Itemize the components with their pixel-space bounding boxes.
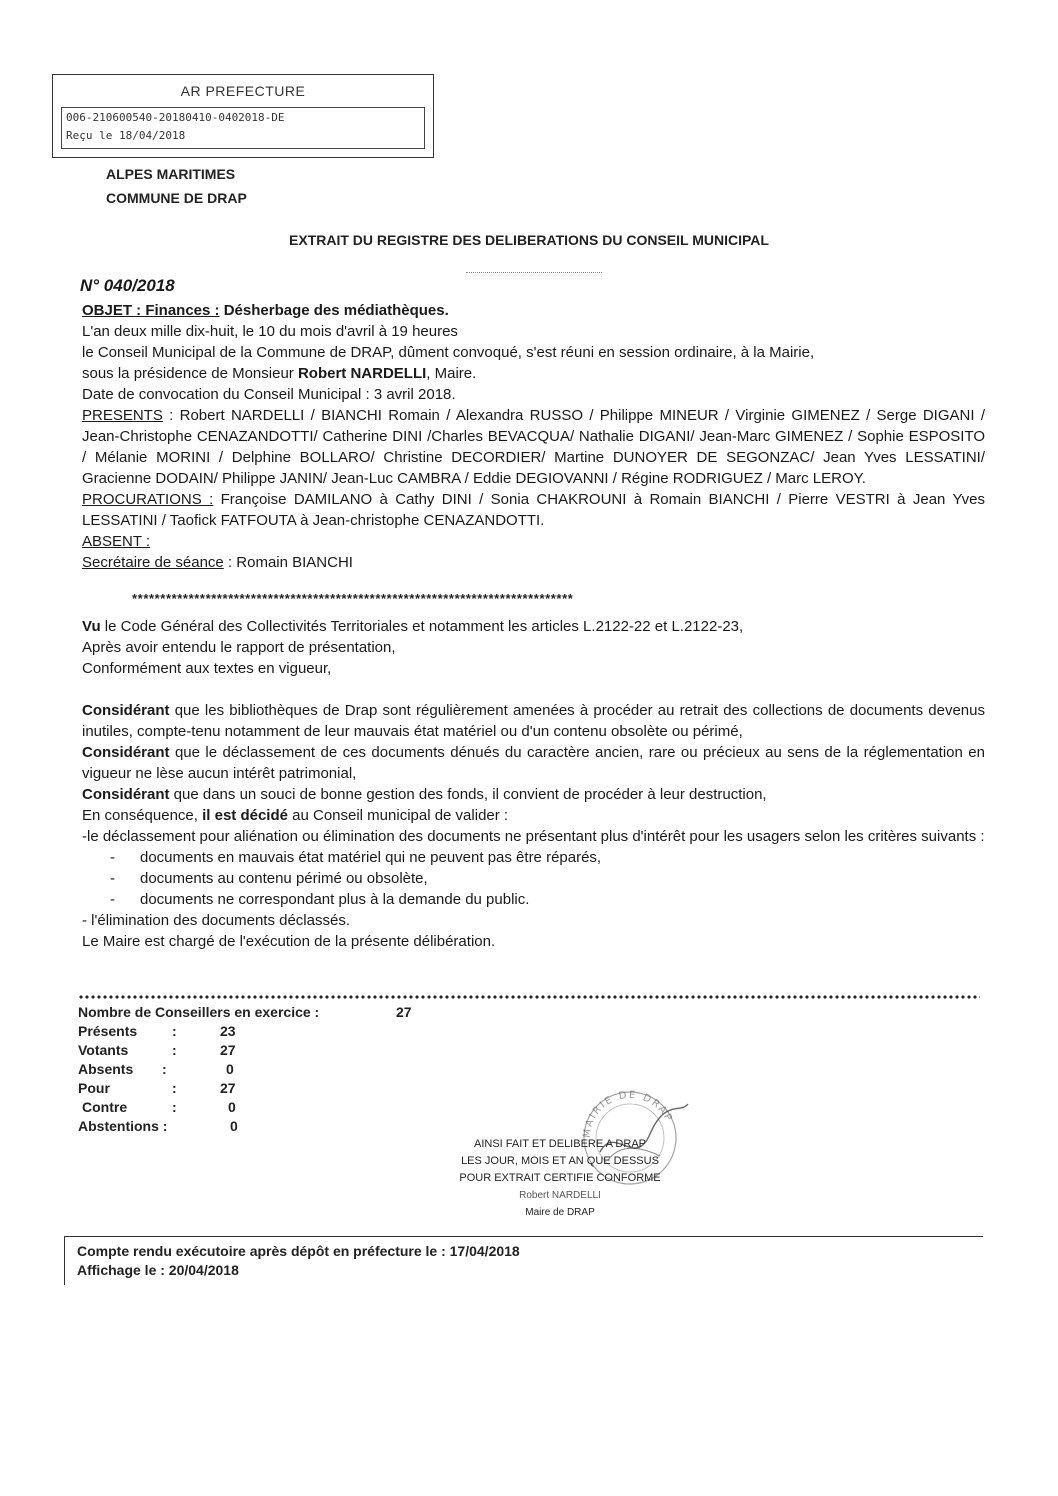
deliberation-considerants — [82, 616, 985, 952]
commune-name: COMMUNE DE DRAP — [106, 190, 247, 206]
stars-separator: ****************************************************************************** — [132, 591, 574, 606]
secretaire-line — [82, 552, 985, 573]
mayor-name: Robert NARDELLI — [297, 365, 427, 382]
considerant-1-bold: Considérant — [82, 702, 170, 719]
list-item — [82, 889, 985, 910]
signature-line-1: AINSI FAIT ET DELIBERE A DRAP — [474, 1138, 646, 1150]
seal-text: MAIRIE DE DRAP — [581, 1089, 675, 1139]
vote-colon: : — [172, 1099, 177, 1115]
affichage-line: Affichage le : 20/04/2018 — [77, 1262, 239, 1278]
signatory-title: Maire de DRAP — [525, 1207, 595, 1218]
criterion-text: documents au contenu périmé ou obsolète, — [140, 870, 428, 887]
vote-label: Abstentions : — [78, 1118, 168, 1134]
procurations-label: PROCURATIONS : — [82, 491, 214, 508]
executoire-line: Compte rendu exécutoire après dépôt en préfecture le : 17/04/2018 — [77, 1243, 520, 1259]
secretaire-label: Secrétaire de séance — [82, 554, 224, 571]
decision-line — [82, 805, 985, 826]
criterion-text: documents ne correspondant plus à la demande du public. — [140, 891, 530, 908]
presents-label: PRESENTS — [82, 407, 163, 424]
procurations-list: Françoise DAMILANO à Cathy DINI / Sonia CHAKROUNI à Romain BIANCHI / Pierre VESTRI à Jean Yves LESSATINI / Taofick FATFOUTA à Jean-christophe CENAZANDOTTI. — [82, 491, 985, 529]
presents-paragraph — [82, 405, 985, 489]
document-title: EXTRAIT DU REGISTRE DES DELIBERATIONS DU CONSEIL MUNICIPAL — [289, 232, 769, 248]
list-item — [82, 847, 985, 868]
rapport-line: Après avoir entendu le rapport de présentation, — [82, 639, 396, 656]
stamp-inner-box — [61, 107, 425, 149]
vote-colon: : — [162, 1061, 167, 1077]
signature-block — [360, 1136, 760, 1221]
considerant-3-bold: Considérant — [82, 786, 170, 803]
considerant-3-text: que dans un souci de bonne gestion des fonds, il convient de procéder à leur destruction, — [169, 786, 767, 803]
vote-label: Contre — [82, 1099, 128, 1115]
signatory-name: Robert NARDELLI — [519, 1190, 601, 1201]
objet-label: OBJET : Finances : — [82, 302, 220, 319]
vote-colon: : — [172, 1023, 177, 1039]
stamp-header: AR PREFECTURE — [180, 83, 306, 99]
department-name: ALPES MARITIMES — [106, 166, 236, 182]
considerant-2-bold: Considérant — [82, 744, 170, 761]
intro-date: L'an deux mille dix-huit, le 10 du mois d'avril à 19 heures — [82, 323, 458, 340]
deliberation-body — [82, 300, 985, 573]
vote-label: Pour — [78, 1080, 110, 1096]
presents-list: : Robert NARDELLI / BIANCHI Romain / Alexandra RUSSO / Philippe MINEUR / Virginie GIMENEZ / Serge DIGANI / Jean-Christophe CENAZANDOTTI/ Catherine DINI /Charles BEVACQUA/ Nathalie DIGANI/ Jean-Marc GIMENEZ / Sophie ESPOSITO / Mélanie MORINI / Delphine BOLLARO/ Christine DECORDIER/ Martine DUNOYER DE SEGONZAC/ Jean Yves LESSATINI/ Gracienne DODAIN/ Philippe JANIN/ Jean-Luc CAMBRA / Eddie DEGIOVANNI / Régine RODRIGUEZ / Marc LEROY. — [82, 407, 985, 487]
vote-value: 27 — [220, 1042, 236, 1058]
bullet-dash: - — [110, 870, 115, 887]
signature-line-2: LES JOUR, MOIS ET AN QUE DESSUS — [461, 1155, 659, 1167]
considerant-1-text: que les bibliothèques de Drap sont régulièrement amenées à procéder au retrait des collections de documents devenus inutiles, compte-tenu notamment de leur mauvais état matériel ou d'un contenu obsolète ou périmé, — [82, 702, 985, 740]
blank-line — [82, 679, 985, 700]
title-divider — [466, 272, 602, 273]
vote-label: Votants — [78, 1042, 129, 1058]
execution-line: Le Maire est chargé de l'exécution de la présente délibération. — [82, 933, 496, 950]
list-item — [82, 868, 985, 889]
secretaire-name: : Romain BIANCHI — [223, 554, 353, 571]
absent-label: ABSENT : — [82, 533, 151, 550]
objet-line — [82, 300, 985, 321]
criteria-list — [82, 847, 985, 910]
conseillers-label: Nombre de Conseillers en exercice : — [78, 1004, 320, 1020]
prefecture-stamp — [52, 74, 434, 158]
conseillers-value: 27 — [396, 1004, 412, 1020]
stamp-received-date: Reçu le 18/04/2018 — [66, 129, 186, 142]
elimination-line: - l'élimination des documents déclassés. — [82, 912, 350, 929]
conformement-line: Conformément aux textes en vigueur, — [82, 660, 332, 677]
vote-value: 23 — [220, 1023, 236, 1039]
stamp-reference: 006-210600540-20180410-0402018-DE — [66, 111, 285, 124]
signature-line-3: POUR EXTRAIT CERTIFIE CONFORME — [459, 1172, 661, 1184]
vote-label: Absents — [78, 1061, 134, 1077]
objet-text: Désherbage des médiathèques. — [223, 302, 449, 319]
vu-bold: Vu — [82, 618, 101, 635]
bullet-dash: - — [110, 849, 115, 866]
vote-colon: : — [172, 1042, 177, 1058]
decision-a: En conséquence, — [82, 807, 203, 824]
criterion-text: documents en mauvais état matériel qui ne peuvent pas être réparés, — [140, 849, 602, 866]
vu-line — [82, 616, 985, 637]
svg-text:MAIRIE DE DRAP — [582, 1090, 675, 1139]
considerant-3 — [82, 784, 985, 805]
decision-c: au Conseil municipal de valider : — [287, 807, 509, 824]
intro-council: le Conseil Municipal de la Commune de DRAP, dûment convoqué, s'est réuni en session ordinaire, à la Mairie, — [82, 344, 815, 361]
vote-value: 0 — [226, 1061, 234, 1077]
vote-value: 27 — [220, 1080, 236, 1096]
intro-presidence-c: , Maire. — [426, 365, 477, 382]
vote-value: 0 — [230, 1118, 238, 1134]
convocation-date: Date de convocation du Conseil Municipal : 3 avril 2018. — [82, 386, 456, 403]
deliberation-number: N° 040/2018 — [80, 276, 175, 295]
vote-label: Présents — [78, 1023, 138, 1039]
decision-bold: il est décidé — [202, 807, 288, 824]
bullet-dash: - — [110, 891, 115, 908]
vote-value: 0 — [228, 1099, 236, 1115]
vu-text: le Code Général des Collectivités Territoriales et notamment les articles L.2122-22 et L.2122-23, — [100, 618, 744, 635]
considerant-1 — [82, 700, 985, 742]
dotted-separator — [78, 994, 980, 1002]
considerant-2 — [82, 742, 985, 784]
intro-presidence — [82, 363, 985, 384]
considerant-2-text: que le déclassement de ces documents dénués du caractère ancien, rare ou précieux au sens de la réglementation en vigueur ne lèse aucun intérêt patrimonial, — [82, 744, 985, 782]
footer-box — [64, 1236, 983, 1285]
absent-line — [82, 531, 985, 552]
intro-presidence-a: sous la présidence de Monsieur — [82, 365, 298, 382]
declassement-line: -le déclassement pour aliénation ou élimination des documents ne présentant plus d'intérêt pour les usagers selon les critères suivants : — [82, 828, 985, 845]
procurations-paragraph — [82, 489, 985, 531]
vote-colon: : — [172, 1080, 177, 1096]
